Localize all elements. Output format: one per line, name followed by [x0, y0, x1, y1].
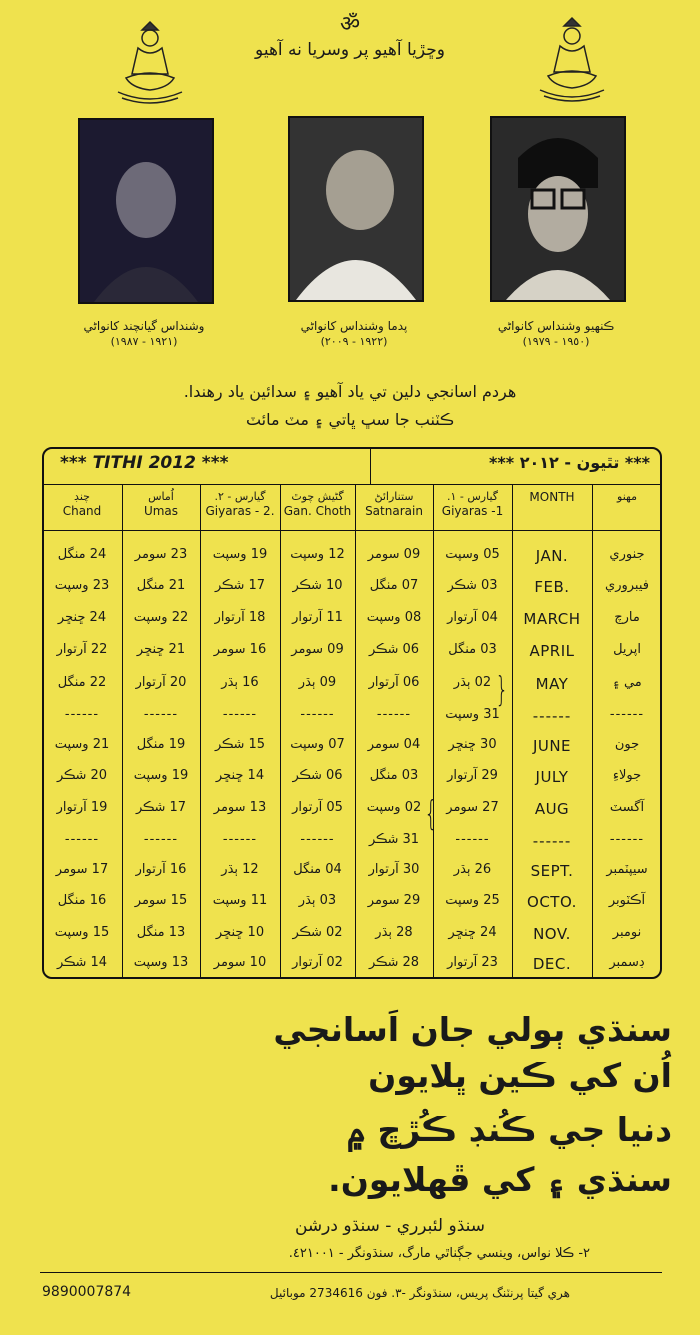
table-cell-month: SEPT.: [530, 862, 574, 880]
table-cell-month: DEC.: [532, 955, 572, 973]
table-cell-ganchoth: 02 آرتوار: [292, 955, 343, 970]
table-cell-month_sd: نومبر: [612, 925, 642, 940]
table-cell-satnarain: 06 شڪر: [368, 642, 420, 657]
address-line: ٢- ڪلا نواس، وينسي جڳناٿي مارگ، سنڌونگر - ٤٢١٠٠١.: [288, 1246, 590, 1261]
portrait-name: پدما وشنداس کانواڻي: [300, 319, 408, 333]
table-cell-g1: 24 ڇنڇر: [448, 925, 497, 940]
portrait-name: وشنداس گيانچند کانواڻي: [83, 319, 205, 333]
poem-line-2: اُن کي ڪين ڀلايون: [368, 1056, 672, 1095]
table-cell-satnarain: 31 شڪر: [368, 832, 420, 847]
table-cell-g2: 10 سومر: [213, 955, 267, 970]
column-header-english: Gan. Choth: [283, 504, 352, 518]
table-cell-month: FEB.: [534, 578, 570, 596]
table-cell-chand: 19 آرتوار: [56, 800, 108, 815]
memorial-line-1: هردم اسانجي دلين تي ياد آهيو ۽ سدائين ياد رهندا.: [183, 382, 517, 401]
table-cell-month_sd: اپريل: [613, 642, 641, 657]
table-cell-month_sd: سيپٽمبر: [606, 862, 648, 877]
column-header: [200, 490, 280, 518]
table-cell-month: JUNE: [532, 737, 572, 755]
table-cell-month_sd: آگسٽ: [609, 800, 645, 815]
table-cell-satnarain: 30 آرتوار: [368, 862, 420, 877]
table-cell-satnarain: 09 سومر: [367, 547, 421, 562]
table-cell-ganchoth: 05 آرتوار: [292, 800, 343, 815]
table-cell-g2: 12 ٻڌر: [221, 862, 259, 877]
table-cell-satnarain: 02 وسپت: [366, 800, 422, 815]
table-cell-g1: 29 آرتوار: [447, 768, 498, 783]
column-header: [42, 490, 122, 518]
table-cell-month: JULY: [535, 768, 569, 786]
table-cell-satnarain: 28 ٻڌر: [375, 925, 413, 940]
table-cell-chand: 24 منگل: [57, 547, 107, 562]
table-cell-g2: 16 سومر: [213, 642, 267, 657]
portrait-caption-3: [456, 318, 656, 350]
table-cell-g1: 05 وسپت: [445, 547, 500, 562]
table-cell-ganchoth: 06 شڪر: [292, 768, 343, 783]
table-cell-chand: 22 منگل: [57, 675, 107, 690]
table-cell-satnarain: 07 منگل: [369, 578, 419, 593]
column-header-english: Umas: [143, 504, 179, 518]
table-cell-satnarain: 06 آرتوار: [368, 675, 420, 690]
table-cell-ganchoth: 09 ٻڌر: [298, 675, 337, 690]
portrait-caption-1: [44, 318, 244, 350]
table-cell-satnarain: 03 منگل: [369, 768, 419, 783]
column-header-english: MONTH: [529, 490, 575, 504]
may-brace: }: [495, 670, 509, 710]
column-header-english: Satnarain: [365, 504, 423, 518]
table-cell-satnarain: 29 سومر: [367, 893, 421, 908]
table-cell-ganchoth: ------: [300, 832, 335, 847]
tagline: وڇڙيا آهيو پر وسريا نه آهيو: [255, 40, 445, 60]
om-symbol: ॐ: [340, 12, 361, 37]
table-cell-chand: 22 آرتوار: [56, 642, 108, 657]
table-cell-g1: 25 وسپت: [445, 893, 500, 908]
table-cell-g1: 30 ڇنڇر: [448, 737, 497, 752]
deity-illustration-left: [108, 8, 192, 108]
portrait-years: (١٩٥٠ - ١٩٧٩): [522, 335, 590, 348]
table-cell-month_sd: جنوري: [609, 547, 645, 562]
table-cell-chand: 20 شڪر: [56, 768, 108, 783]
press-line: هري گيتا پرنٽنگ پريس، سنڌونگر -٣. فون 2734616 موبائيل: [269, 1286, 570, 1300]
table-cell-ganchoth: 10 شڪر: [292, 578, 343, 593]
column-header: [433, 490, 512, 518]
column-header-english: Chand: [62, 504, 102, 518]
table-cell-umas: 13 وسپت: [133, 955, 189, 970]
column-header-english: Giyaras - 2.: [205, 504, 275, 518]
table-cell-ganchoth: 07 وسپت: [290, 737, 345, 752]
table-cell-umas: 17 شڪر: [135, 800, 187, 815]
column-header-english: Giyaras -1: [441, 504, 504, 518]
table-cell-month_sd: مي ۽: [612, 675, 642, 690]
table-cell-g2: 16 ٻڌر: [221, 675, 259, 690]
table-cell-umas: 21 ڇنڇر: [136, 642, 186, 657]
column-header-sindhi: گڻيش چوٿ: [291, 490, 344, 503]
table-cell-g1: 26 ٻڌر: [453, 862, 492, 877]
table-cell-month: ------: [532, 707, 572, 725]
table-cell-g1: 27 سومر: [446, 800, 499, 815]
column-header-sindhi: ستنارائڻ: [374, 490, 414, 503]
table-cell-month: ------: [532, 832, 572, 850]
portrait-photo-3: [490, 116, 626, 302]
column-header: [592, 490, 662, 504]
column-header-sindhi: گيارس - ٢.: [214, 490, 266, 503]
column-header-sindhi: اُماس: [148, 490, 174, 503]
table-cell-chand: ------: [64, 707, 100, 722]
portrait-years: (١٩٢١ - ١٩٨٧): [110, 335, 178, 348]
column-header: [280, 490, 355, 518]
table-cell-umas: 13 منگل: [136, 925, 186, 940]
table-cell-g2: 15 شڪر: [214, 737, 266, 752]
column-header: [355, 490, 433, 518]
table-cell-month: MARCH: [523, 610, 581, 628]
table-cell-month_sd: جولاءِ: [612, 768, 642, 783]
table-cell-g2: 18 آرتوار: [214, 610, 266, 625]
table-cell-chand: ------: [64, 832, 100, 847]
table-cell-month: AUG: [534, 800, 570, 818]
table-cell-umas: 20 آرتوار: [135, 675, 187, 690]
table-cell-month_sd: جون: [614, 737, 640, 752]
table-cell-chand: 14 شڪر: [56, 955, 108, 970]
table-cell-g2: 13 سومر: [213, 800, 267, 815]
portrait-photo-1: [78, 118, 214, 304]
portrait-photo-2: [288, 116, 424, 302]
table-cell-g2: 17 شڪر: [214, 578, 266, 593]
table-cell-ganchoth: 11 آرتوار: [292, 610, 343, 625]
table-cell-g2: 11 وسپت: [212, 893, 268, 908]
table-cell-umas: 15 سومر: [134, 893, 188, 908]
table-cell-g1: 03 منگل: [448, 642, 497, 657]
table-cell-chand: 16 منگل: [57, 893, 107, 908]
aug-brace: {: [424, 794, 438, 834]
poem-line-4: سنڌي ۽ کي ڦهلايون.: [328, 1160, 672, 1199]
table-cell-umas: 19 وسپت: [133, 768, 189, 783]
table-cell-umas: 19 منگل: [136, 737, 186, 752]
table-cell-satnarain: 04 سومر: [367, 737, 421, 752]
table-cell-satnarain: 28 شڪر: [368, 955, 420, 970]
table-cell-satnarain: ------: [376, 707, 412, 722]
table-cell-umas: 23 سومر: [134, 547, 188, 562]
table-header-divider: [42, 484, 662, 485]
table-cell-chand: 23 وسپت: [54, 578, 110, 593]
table-cell-month: MAY: [535, 675, 569, 693]
table-cell-ganchoth: 12 وسپت: [290, 547, 345, 562]
table-cell-month: NOV.: [533, 925, 571, 943]
table-cell-umas: 21 منگل: [136, 578, 186, 593]
title-divider: [370, 447, 371, 485]
column-header-sindhi: چنڊ: [74, 490, 90, 503]
table-cell-month_sd: ڊسمبر: [609, 955, 645, 970]
table-cell-ganchoth: 02 شڪر: [292, 925, 343, 940]
deity-illustration-right: [530, 8, 614, 108]
table-cell-month_sd: فيبروري: [605, 578, 649, 593]
table-cell-month: APRIL: [529, 642, 575, 660]
table-cell-month: JAN.: [535, 547, 569, 565]
table-cell-g1: 23 آرتوار: [447, 955, 498, 970]
memorial-line-2: ڪٽنب جا سڀ ڀاتي ۽ مٽ مائٽ: [245, 410, 455, 429]
table-cell-umas: ------: [143, 832, 179, 847]
poem-line-3: دنيا جي ڪُنڊ ڪُڙڇ ۾: [346, 1110, 672, 1149]
table-cell-g1: 03 شڪر: [447, 578, 498, 593]
table-cell-month_sd: ------: [609, 707, 645, 722]
table-cell-month_sd: مارچ: [614, 610, 640, 625]
portrait-caption-2: [254, 318, 454, 350]
column-header: [122, 490, 200, 518]
table-cell-g1: 02 ٻڌر: [453, 675, 492, 690]
library-name: سنڌو لئبرري - سنڌو درشن: [294, 1216, 486, 1236]
table-cell-ganchoth: 09 سومر: [291, 642, 344, 657]
poem-line-1: سنڌي ٻولي جان اَسانجي: [273, 1010, 672, 1049]
table-title-english: *** TITHI 2012 ***: [60, 453, 229, 473]
table-cell-ganchoth: 03 ٻڌر: [298, 893, 337, 908]
table-cell-month_sd: آڪٽوبر: [608, 893, 646, 908]
table-title-sindhi: *** تٿيون - ٢٠١٢ ***: [489, 453, 650, 472]
table-cell-g1: 04 آرتوار: [447, 610, 498, 625]
column-header-sindhi: گيارس - ١.: [446, 490, 499, 503]
table-cell-g1: ------: [455, 832, 490, 847]
portrait-name: ڪنهيو وشنداس کانواڻي: [497, 319, 615, 333]
table-cell-g2: 10 ڇنڇر: [215, 925, 265, 940]
table-columnhead-divider: [42, 530, 662, 531]
table-cell-month: OCTO.: [527, 893, 577, 911]
table-cell-chand: 24 ڇنڇر: [57, 610, 107, 625]
column-header-sindhi: مهنو: [617, 490, 637, 503]
portrait-years: (١٩٢٢ - ٢٠٠٩): [320, 335, 388, 348]
column-header: [512, 490, 592, 504]
table-cell-umas: 16 آرتوار: [135, 862, 187, 877]
table-cell-g1: 31 وسپت: [445, 707, 500, 722]
table-cell-chand: 21 وسپت: [54, 737, 110, 752]
table-cell-satnarain: 08 وسپت: [366, 610, 422, 625]
footer-divider: [40, 1272, 662, 1273]
table-cell-g2: 14 ڇنڇر: [215, 768, 265, 783]
table-cell-umas: ------: [143, 707, 179, 722]
table-cell-month_sd: ------: [609, 832, 645, 847]
mobile-number: 9890007874: [42, 1284, 132, 1300]
table-cell-g2: 19 وسپت: [212, 547, 268, 562]
table-cell-ganchoth: 04 منگل: [293, 862, 342, 877]
table-cell-umas: 22 وسپت: [133, 610, 189, 625]
table-cell-g2: ------: [222, 707, 258, 722]
table-cell-g2: ------: [222, 832, 258, 847]
table-cell-chand: 17 سومر: [55, 862, 109, 877]
table-cell-ganchoth: ------: [300, 707, 335, 722]
table-cell-chand: 15 وسپت: [54, 925, 110, 940]
